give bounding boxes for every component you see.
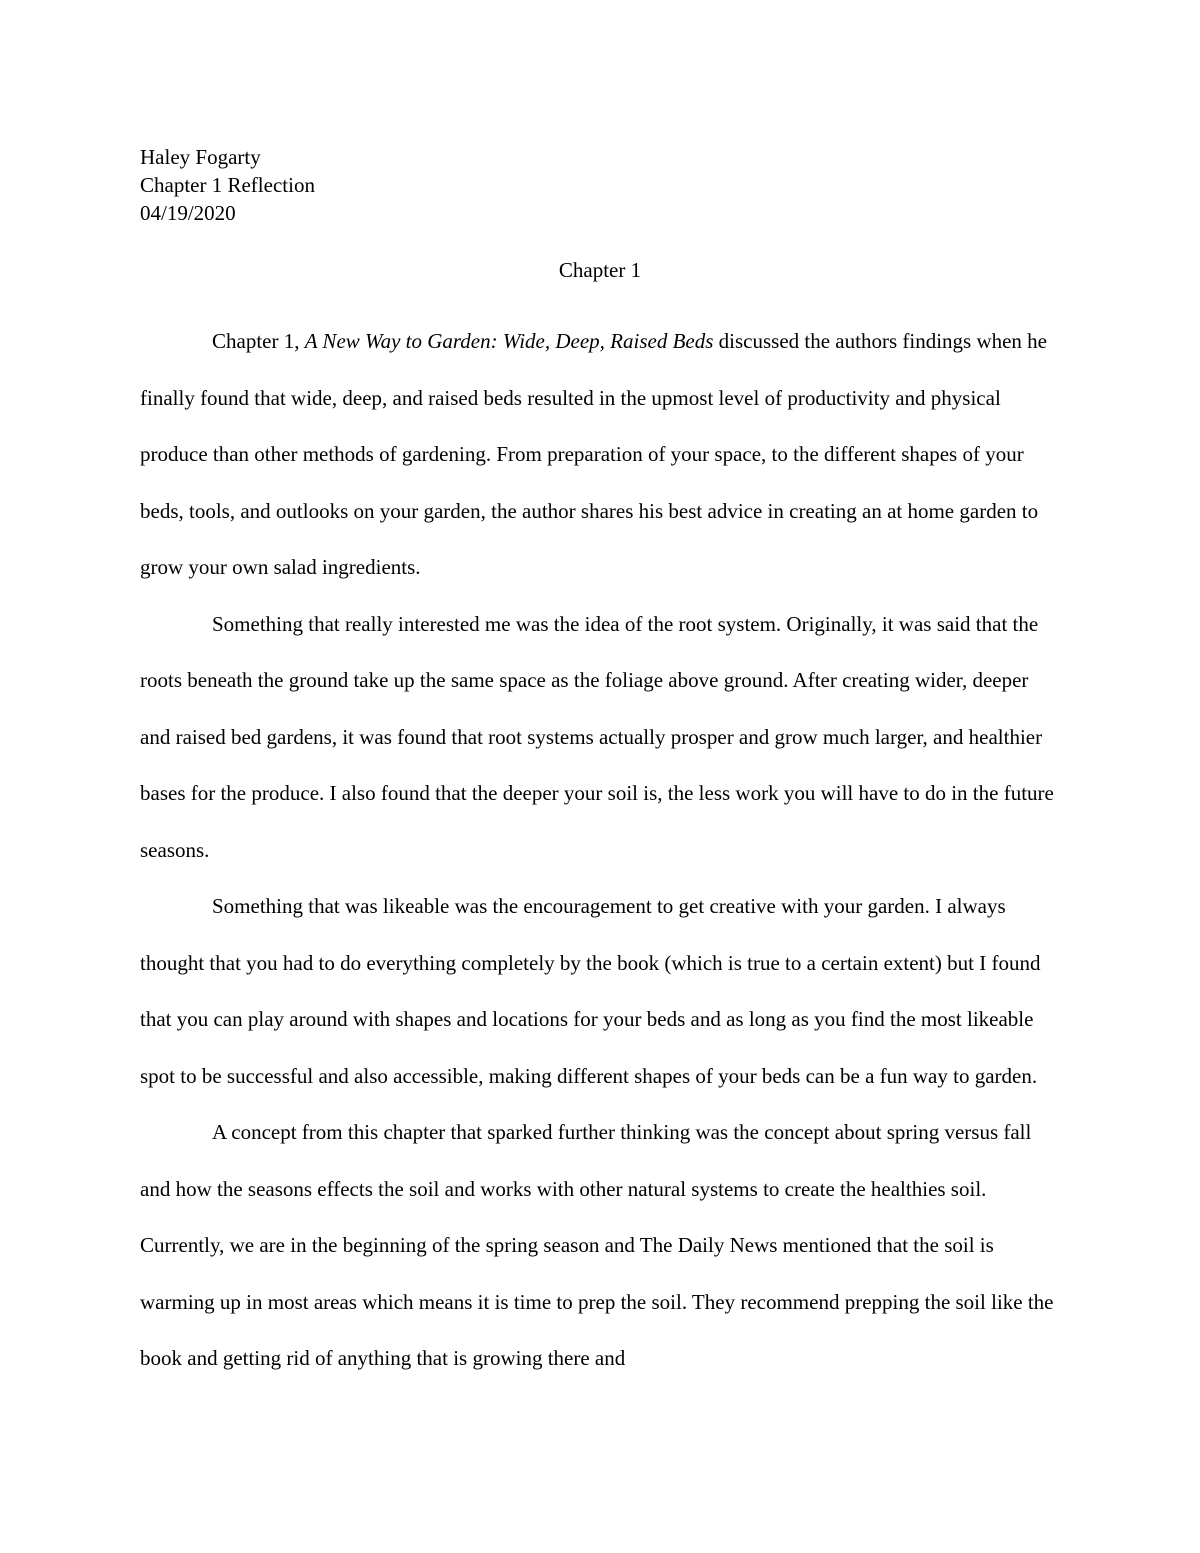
author-name: Haley Fogarty bbox=[140, 145, 261, 169]
paragraph-1-prefix: Chapter 1, bbox=[212, 329, 305, 353]
paragraph-1 bbox=[140, 313, 1060, 596]
book-title: A New Way to Garden: Wide, Deep, Raised Beds bbox=[304, 329, 714, 353]
paragraph-3: Something that was likeable was the encouragement to get creative with your garden. I always thought that you had to do everything completely by the book (which is true to a certain extent) but I found that you can play around with shapes and locations for your beds and as long as you find the most likeable spot to be successful and also accessible, making different shapes of your beds can be a fun way to garden. bbox=[140, 894, 1041, 1088]
document-header bbox=[140, 143, 315, 227]
document-body bbox=[140, 313, 1060, 1387]
document-title: Chapter 1 bbox=[558, 258, 642, 282]
document-date: 04/19/2020 bbox=[140, 201, 236, 225]
paragraph-4: A concept from this chapter that sparked further thinking was the concept about spring versus fall and how the seasons effects the soil and works with other natural systems to create the healthies soil. Currently, we are in the beginning of the spring season and The Daily News mentioned that the soil is warming up in most areas which means it is time to prep the soil. They recommend prepping the soil like the book and getting rid of anything that is growing there and bbox=[140, 1120, 1054, 1370]
paragraph-2: Something that really interested me was the idea of the root system. Originally, it was said that the roots beneath the ground take up the same space as the foliage above ground. After creating wider, deeper and raised bed gardens, it was found that root systems actually prosper and grow much larger, and healthier bases for the produce. I also found that the deeper your soil is, the less work you will have to do in the future seasons. bbox=[140, 611, 1054, 862]
assignment-title: Chapter 1 Reflection bbox=[140, 173, 315, 197]
paragraph-1-text: discussed the authors findings when he finally found that wide, deep, and raised beds resulted in the upmost level of productivity and physical produce than other methods of gardening. From preparation of your space, to the different shapes of your beds, tools, and outlooks on your garden, the author shares his best advice in creating an at home garden to grow your own salad ingredients. bbox=[140, 329, 1048, 579]
